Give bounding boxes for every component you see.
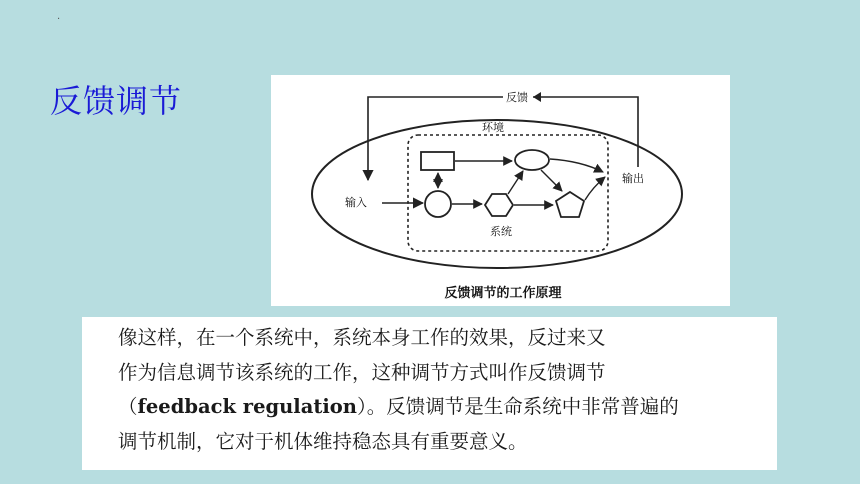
hexagon-to-ellipse-arrow — [508, 171, 523, 194]
pentagon-to-output-arrow — [585, 177, 605, 200]
ellipse-to-pentagon-arrow — [541, 170, 562, 191]
feedback-diagram-figure — [271, 75, 730, 306]
square-node — [421, 152, 454, 170]
top-ellipse-node — [515, 150, 549, 170]
ellipse-to-output-arrow — [550, 159, 603, 172]
slide-marker: · — [57, 14, 61, 25]
paragraph-line-3-rest: ）。反馈调节是生命系统中非常普遍的 — [356, 395, 679, 418]
paren-open: （ — [118, 395, 138, 418]
circle-node — [425, 191, 451, 217]
paragraph-line-3 — [118, 390, 768, 425]
pentagon-node — [556, 192, 584, 217]
slide-title: 反馈调节 — [50, 82, 183, 120]
paragraph-line-2: 作为信息调节该系统的工作，这种调节方式叫作反馈调节 — [118, 360, 606, 384]
output-label: 输出 — [622, 172, 644, 185]
paragraph-text — [118, 321, 768, 459]
feedback-arrow-head — [533, 92, 541, 102]
hexagon-node — [485, 194, 513, 216]
paragraph-line-1: 像这样，在一个系统中，系统本身工作的效果，反过来又 — [118, 326, 606, 349]
feedback-diagram — [271, 75, 730, 306]
feedback-label: 反馈 — [506, 91, 528, 104]
paragraph-line-4: 调节机制，它对于机体维持稳态具有重要意义。 — [118, 429, 528, 453]
english-term: feedback regulation — [137, 395, 357, 418]
paragraph-box — [82, 317, 777, 470]
system-label: 系统 — [490, 225, 512, 238]
diagram-caption: 反馈调节的工作原理 — [444, 286, 562, 301]
environment-label: 环境 — [482, 121, 504, 134]
input-label: 输入 — [345, 196, 367, 209]
